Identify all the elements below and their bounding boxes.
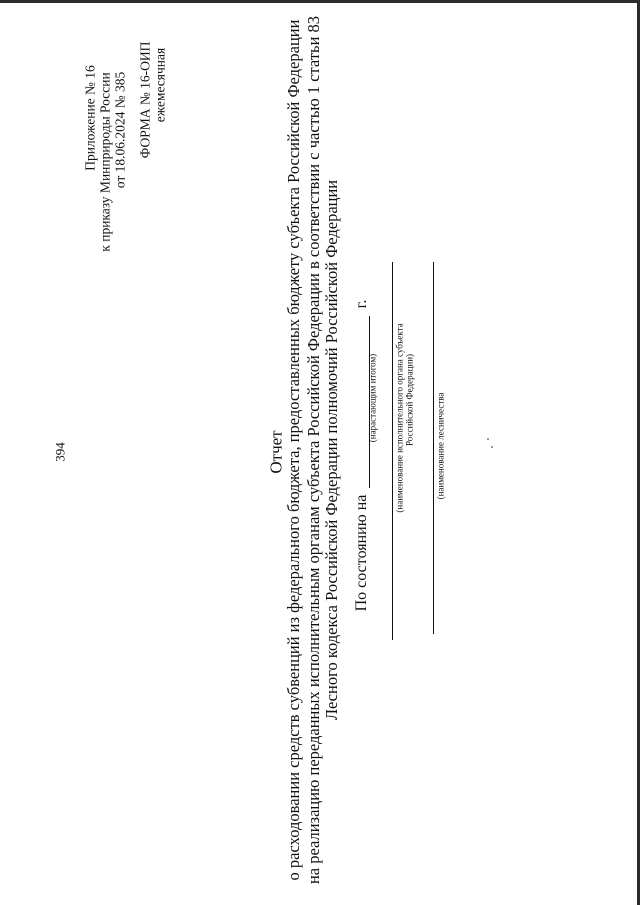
report-title-line-1: о расходовании средств субвенций из федерального бюджета, предоставленных бюджету субъекта Российской Федерации [283,19,303,881]
scan-speck [491,446,493,448]
form-periodicity: ежемесячная [152,47,168,123]
report-heading: Отчет [266,430,286,474]
forestry-name-line [433,262,434,634]
as-of-year-suffix: г. [353,299,370,309]
scan-speck [487,438,489,440]
authority-name-line [392,262,393,640]
order-date: от 18.06.2024 № 385 [112,71,128,189]
forestry-hint: (наименование лесничества [435,392,446,500]
appendix-number: Приложение № 16 [82,65,98,171]
as-of-label: По состоянию на [353,494,370,612]
scan-border-top [0,0,640,3]
order-reference: к приказу Минприроды России [97,72,113,252]
as-of-hint: (нарастающим итогом) [367,353,378,443]
report-title-line-3: Лесного кодекса Российской Федерации полномочий Российской Федерации [321,179,341,721]
authority-hint-line-1: (наименование исполнительного органа субъекта [394,323,405,513]
form-number: ФОРМА № 16-ОИП [137,41,153,159]
authority-hint-line-2: Российской Федерации) [404,353,415,447]
report-title-line-2: на реализацию переданных исполнительным органам субъекта Российской Федерации в соответствии с частью 1 статьи 83 [303,15,323,885]
page-number: 394 [52,442,68,462]
